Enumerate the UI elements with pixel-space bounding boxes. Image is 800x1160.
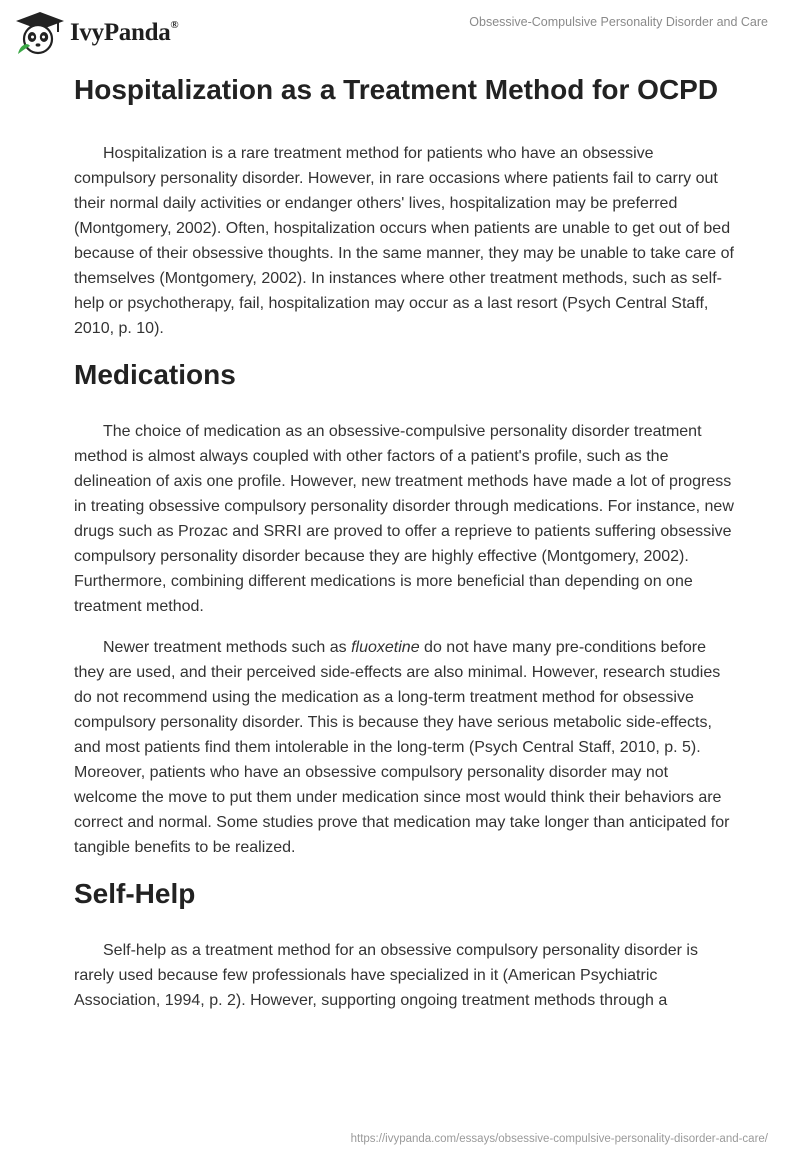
document-title: Obsessive-Compulsive Personality Disorder and Care xyxy=(469,15,768,29)
page-title: Hospitalization as a Treatment Method for OCPD xyxy=(74,74,719,105)
self-help-heading: Self-Help xyxy=(74,878,196,909)
hospitalization-paragraph: Hospitalization is a rare treatment method for patients who have an obsessive compulsory personality disorder. However, in rare occasions where patients fail to carry out their normal daily activities or endanger others' lives, hospitalization may be preferred (Montgomery, 2002). Often, hospitalization occurs when patients are unable to get out of bed because of their obsessive thoughts. In the same manner, they may be unable to take care of themselves (Montgomery, 2002). In instances where other treatment methods, such as self-help or psychotherapy, fail, hospitalization may occur as a last resort (Psych Central Staff, 2010, p. 10). xyxy=(74,145,734,337)
self-help-paragraph: Self-help as a treatment method for an obsessive compulsory personality disorder is rarely used because few professionals have specialized in it (American Psychiatric Association, 1994, p. 2). However, supporting ongoing treatment methods through a xyxy=(74,942,698,1009)
brand-name: IvyPanda® xyxy=(70,18,179,46)
panda-graduate-icon xyxy=(14,10,66,56)
medications-paragraph-1: The choice of medication as an obsessive-compulsive personality disorder treatment method is almost always coupled with other factors of a patient's profile, such as the delineation of axis one profile. However, new treatment methods have made a lot of progress in treating obsessive compulsory personality disorder through medications. For instance, new drugs such as Prozac and SRRI are proved to offer a reprieve to patients suffering obsessive compulsory personality disorder because they are highly effective (Montgomery, 2002). Furthermore, combining different medications is more beneficial than depending on one treatment method. xyxy=(74,423,734,615)
medications-heading: Medications xyxy=(74,359,236,390)
medications-paragraph-2: Newer treatment methods such as fluoxetine do not have many pre-conditions before they are used, and their perceived side-effects are also minimal. However, research studies do not recommend using the medication as a long-term treatment method for obsessive compulsory personality disorder. This is because they have serious metabolic side-effects, and most patients find them intolerable in the long-term (Psych Central Staff, 2010, p. 5). Moreover, patients who have an obsessive compulsory personality disorder may not welcome the move to put them under medication since most would think their behaviors are correct and normal. Some studies prove that medication may take longer than anticipated for tangible benefits to be realized. xyxy=(74,639,730,856)
ivypanda-logo[interactable] xyxy=(14,10,178,56)
article-body xyxy=(74,72,734,1025)
source-url[interactable]: https://ivypanda.com/essays/obsessive-compulsive-personality-disorder-and-care/ xyxy=(350,1133,768,1145)
page-header xyxy=(0,0,800,70)
